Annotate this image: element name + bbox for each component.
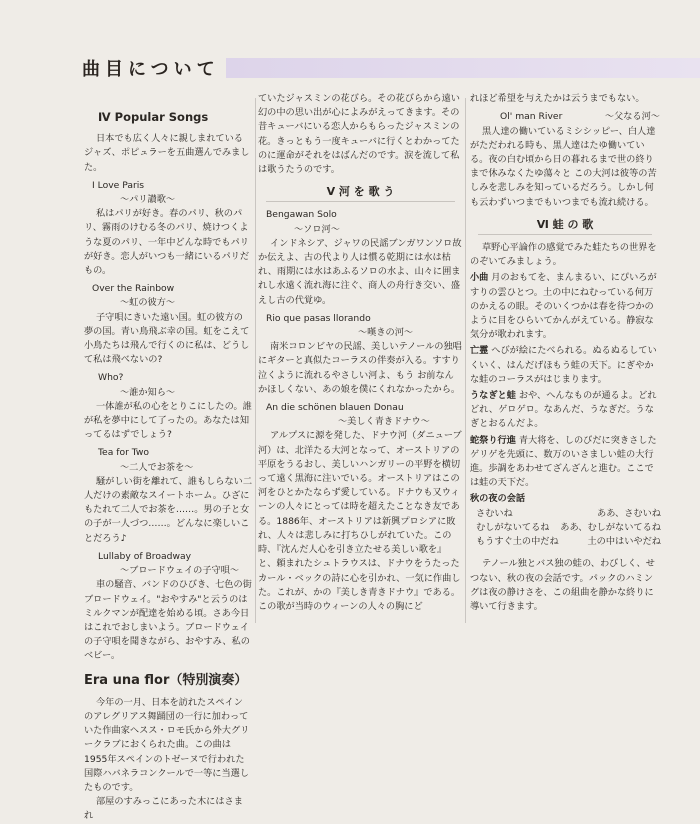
song-text: 車の騒音、バンドのひびき、七色の街ブロードウェイ。"おやすみ"と云うのはミルクマンが配達を始める頃。さあ今日はこれでおしまいよう。ブロードウェイの子守唄を聞きながら、おやすみ、私のベビー。 <box>84 579 252 662</box>
song-text: 騒がしい街を離れて、誰もしらない二人だけの素敵なスイートホーム。ひざにもたれて二人でお茶を……。男の子と女の子が一人づつ……。どんなに楽しいことだろう♪ <box>84 475 253 544</box>
poem-row <box>476 521 661 535</box>
item-text: 青大将を、しのびだに突きさしたゲリゲを先頭に、数万のいさましい蛙の大行進。歩調をあわせてざんざんと進む。ここでは蛙の天下だ。 <box>470 434 657 489</box>
song-subtitle: 〜虹の彼方〜 <box>120 297 176 309</box>
column-divider <box>255 98 256 623</box>
frog-item <box>470 492 660 506</box>
song-subtitle: 〜父なる河〜 <box>604 111 660 123</box>
item-label: 亡霊 <box>470 345 489 357</box>
era-una-flor-title: Era una flor（特別演奏） <box>84 672 248 688</box>
song-text: インドネシア、ジャワの民謡ブンガワンソロ故か伝えよ、古の代より人は慣る乾期には水は枯れ、雨期には水はあふるソロの水よ、山々に囲まれし水遠く流れ海に注ぐ、商人の舟行き交い、盛えし古の代覚ゆ。 <box>258 237 462 306</box>
column-divider <box>465 98 466 623</box>
section-title-river: Ⅴ 河 を 歌 う <box>266 185 455 202</box>
era-una-flor-text: 今年の一月、日本を訪れたスペインのアレグリアス舞踊団の一行に加わっていた作曲家ヘスス・ロモ氏から外大グリークラブにおくられた曲。この曲は1955年スペインのトゼーヌで行われた国際ハバネラコンクールで一等に当選したものです。 <box>84 696 250 793</box>
song-title: Tea for Two <box>98 447 150 459</box>
song-title: Ol' man River <box>500 111 563 123</box>
frog-item <box>470 344 660 387</box>
continued-text: れほど希望を与えたかは云うまでもない。 <box>470 93 645 104</box>
song-subtitle: 〜パリ讃歌〜 <box>120 194 176 206</box>
frog-item <box>470 434 660 491</box>
item-text: へびが絵にたべられる。ぬるぬるしていくいく、はんだげほもう蛙の天下。にぎやかな蛙のコーラスがはじまります。 <box>470 345 657 385</box>
poem-row <box>476 535 661 549</box>
column-2 <box>258 92 463 614</box>
page-title: 曲目について <box>82 59 220 80</box>
item-text: 月のおもてを、まんまるい、にぴいろがすりの雲ひとつ。土の中にねむっている何万のかえるの眼。そのいくつかは春を待つかのように目をひらいてかんがえている。静寂な気分が歌われます。 <box>470 272 657 341</box>
continued-text: ていたジャスミンの花びら。その花びらから遠い幻の中の思い出が心によみがえってきます。その昔キューバにいる恋人からもらったジャスミンの花。きっともう一度キューバに行くとわかってたのに運命がそれをはばんだのです。涙を流して私は歌うたうのです。 <box>258 93 460 176</box>
item-text: おや、へんなものが通るよ。どれどれ、ゲロゲロ。なあんだ、うなぎだ。うなぎとおるんだよ。 <box>470 390 657 430</box>
song-title: I Love Paris <box>92 179 145 191</box>
poem-right: 土の中はいやだね <box>587 536 661 548</box>
poem-left: さむいね <box>476 507 513 519</box>
item-label: 小曲 <box>470 272 489 284</box>
song-text: 黒人達の働いているミシシッピー、白人達がただわれる時も、黒人達はたゆ働いている。夜の白む頃から日の暮れるまで世の終りまで休みなくたゆ蕩々と この大河は彼等の苦しみを悲しみを知っているだろう。しかし何も云わずいつまでもいつまでも流れ続ける。 <box>470 125 657 208</box>
song-title: Bengawan Solo <box>266 209 337 221</box>
frog-item <box>470 389 660 432</box>
song-subtitle: 〜嘆きの河〜 <box>358 327 414 339</box>
frog-item <box>470 271 660 342</box>
song-subtitle: 〜美しく青きドナウ〜 <box>338 416 430 428</box>
song-text: アルプスに源を発した、ドナウ河（ダニューブ河）は、北洋たる大河となって、オーストリアの平原をうるおし、美しいハンガリーの平野を横切って遠く黒海に注いでいる。オーストリアはこの河をひとかたならず愛している。ドナウも又ウィーンの人々にとっては時を超えたことなき友である。1886年、オーストリアは新興プロシアに敗れ、人々は悲しみに打ちひしがれていた。この時、『沈んだ人心を引き立たせる美しい歌を』と、頼まれたシュトラウスは、ドナウをうたったカール・ベックの詩に心を引かれ、一気に作曲した。これが、かの『美しき青きドナウ』である。この歌が当時のウィーンの人々の胸にど <box>258 430 462 612</box>
column-3 <box>470 92 660 614</box>
column-1 <box>84 92 252 824</box>
item-label: うなぎと蛙 <box>470 390 516 402</box>
intro-text: 日本でも広く人々に親しまれているジャズ、ポピュラーを五曲選んでみました。 <box>84 133 250 173</box>
item-label: 秋の夜の会話 <box>470 493 526 505</box>
poem-right: ああ、さむいね <box>597 507 661 519</box>
song-title: Who? <box>98 372 124 384</box>
song-text: 私はパリが好き。春のパリ、秋のパリ、霧雨のけむる冬のパリ、焼けつくような夏のパリ、一年中どんな時でもパリが好き。恋人がいつも一緒にいるパリだもの。 <box>84 208 250 277</box>
intro-text: 草野心平論作の感覚でみた蛙たちの世界をのぞいてみましょう。 <box>470 242 657 268</box>
song-title: An die schönen blauen Donau <box>266 402 404 414</box>
song-subtitle: 〜誰か知ら〜 <box>120 386 176 398</box>
item-label: 蛇祭り行進 <box>470 434 516 446</box>
section-title-popular: Ⅳ Popular Songs <box>98 110 209 124</box>
song-text: 一体誰が私の心をとりこにしたの。誰が私を夢中にして了ったの。あなたは知ってるはずでしょう? <box>84 400 252 441</box>
song-title: Rio que pasas llorando <box>266 312 371 324</box>
poem-left: むしがないてるね <box>476 521 550 533</box>
era-una-flor-tail: 部屋のすみっこにあった木にはさまれ <box>84 796 243 822</box>
poem-left: もうすぐ土の中だね <box>476 536 559 548</box>
song-subtitle: 〜ブロードウェイの子守唄〜 <box>120 565 240 577</box>
poem-right: ああ、むしがないてるね <box>560 521 661 533</box>
song-title: Over the Rainbow <box>92 283 175 295</box>
header-band <box>226 58 700 78</box>
song-subtitle: 〜二人でお茶を〜 <box>120 461 194 473</box>
song-text: 南米コロンビヤの民謡、美しいテノールの独唱にギターと真似たコーラスの伴奏が入る。すすり泣くように流れるやさしい河よ、もう お前なんかほしくない、あの娘を僕にくれなかったから。 <box>258 341 462 395</box>
song-text: 子守唄にきいた遠い国。虹の彼方の夢の国。青い鳥飛ぶ幸の国。虹をこえて小鳥たちは飛んで行くのに私は、どうして私は飛べないの? <box>84 311 250 366</box>
song-title: Lullaby of Broadway <box>98 550 192 562</box>
section-title-frog: Ⅵ 蛙 の 歌 <box>478 218 652 235</box>
poem-row <box>476 507 661 521</box>
outro-text: テノール独とバス独の蛙の、わびしく、せつない、秋の夜の会話です。パックのハミングは夜の静けさを、この組曲を静かな終りに導いて行きます。 <box>470 558 655 612</box>
song-subtitle: 〜ソロ河〜 <box>294 223 340 235</box>
